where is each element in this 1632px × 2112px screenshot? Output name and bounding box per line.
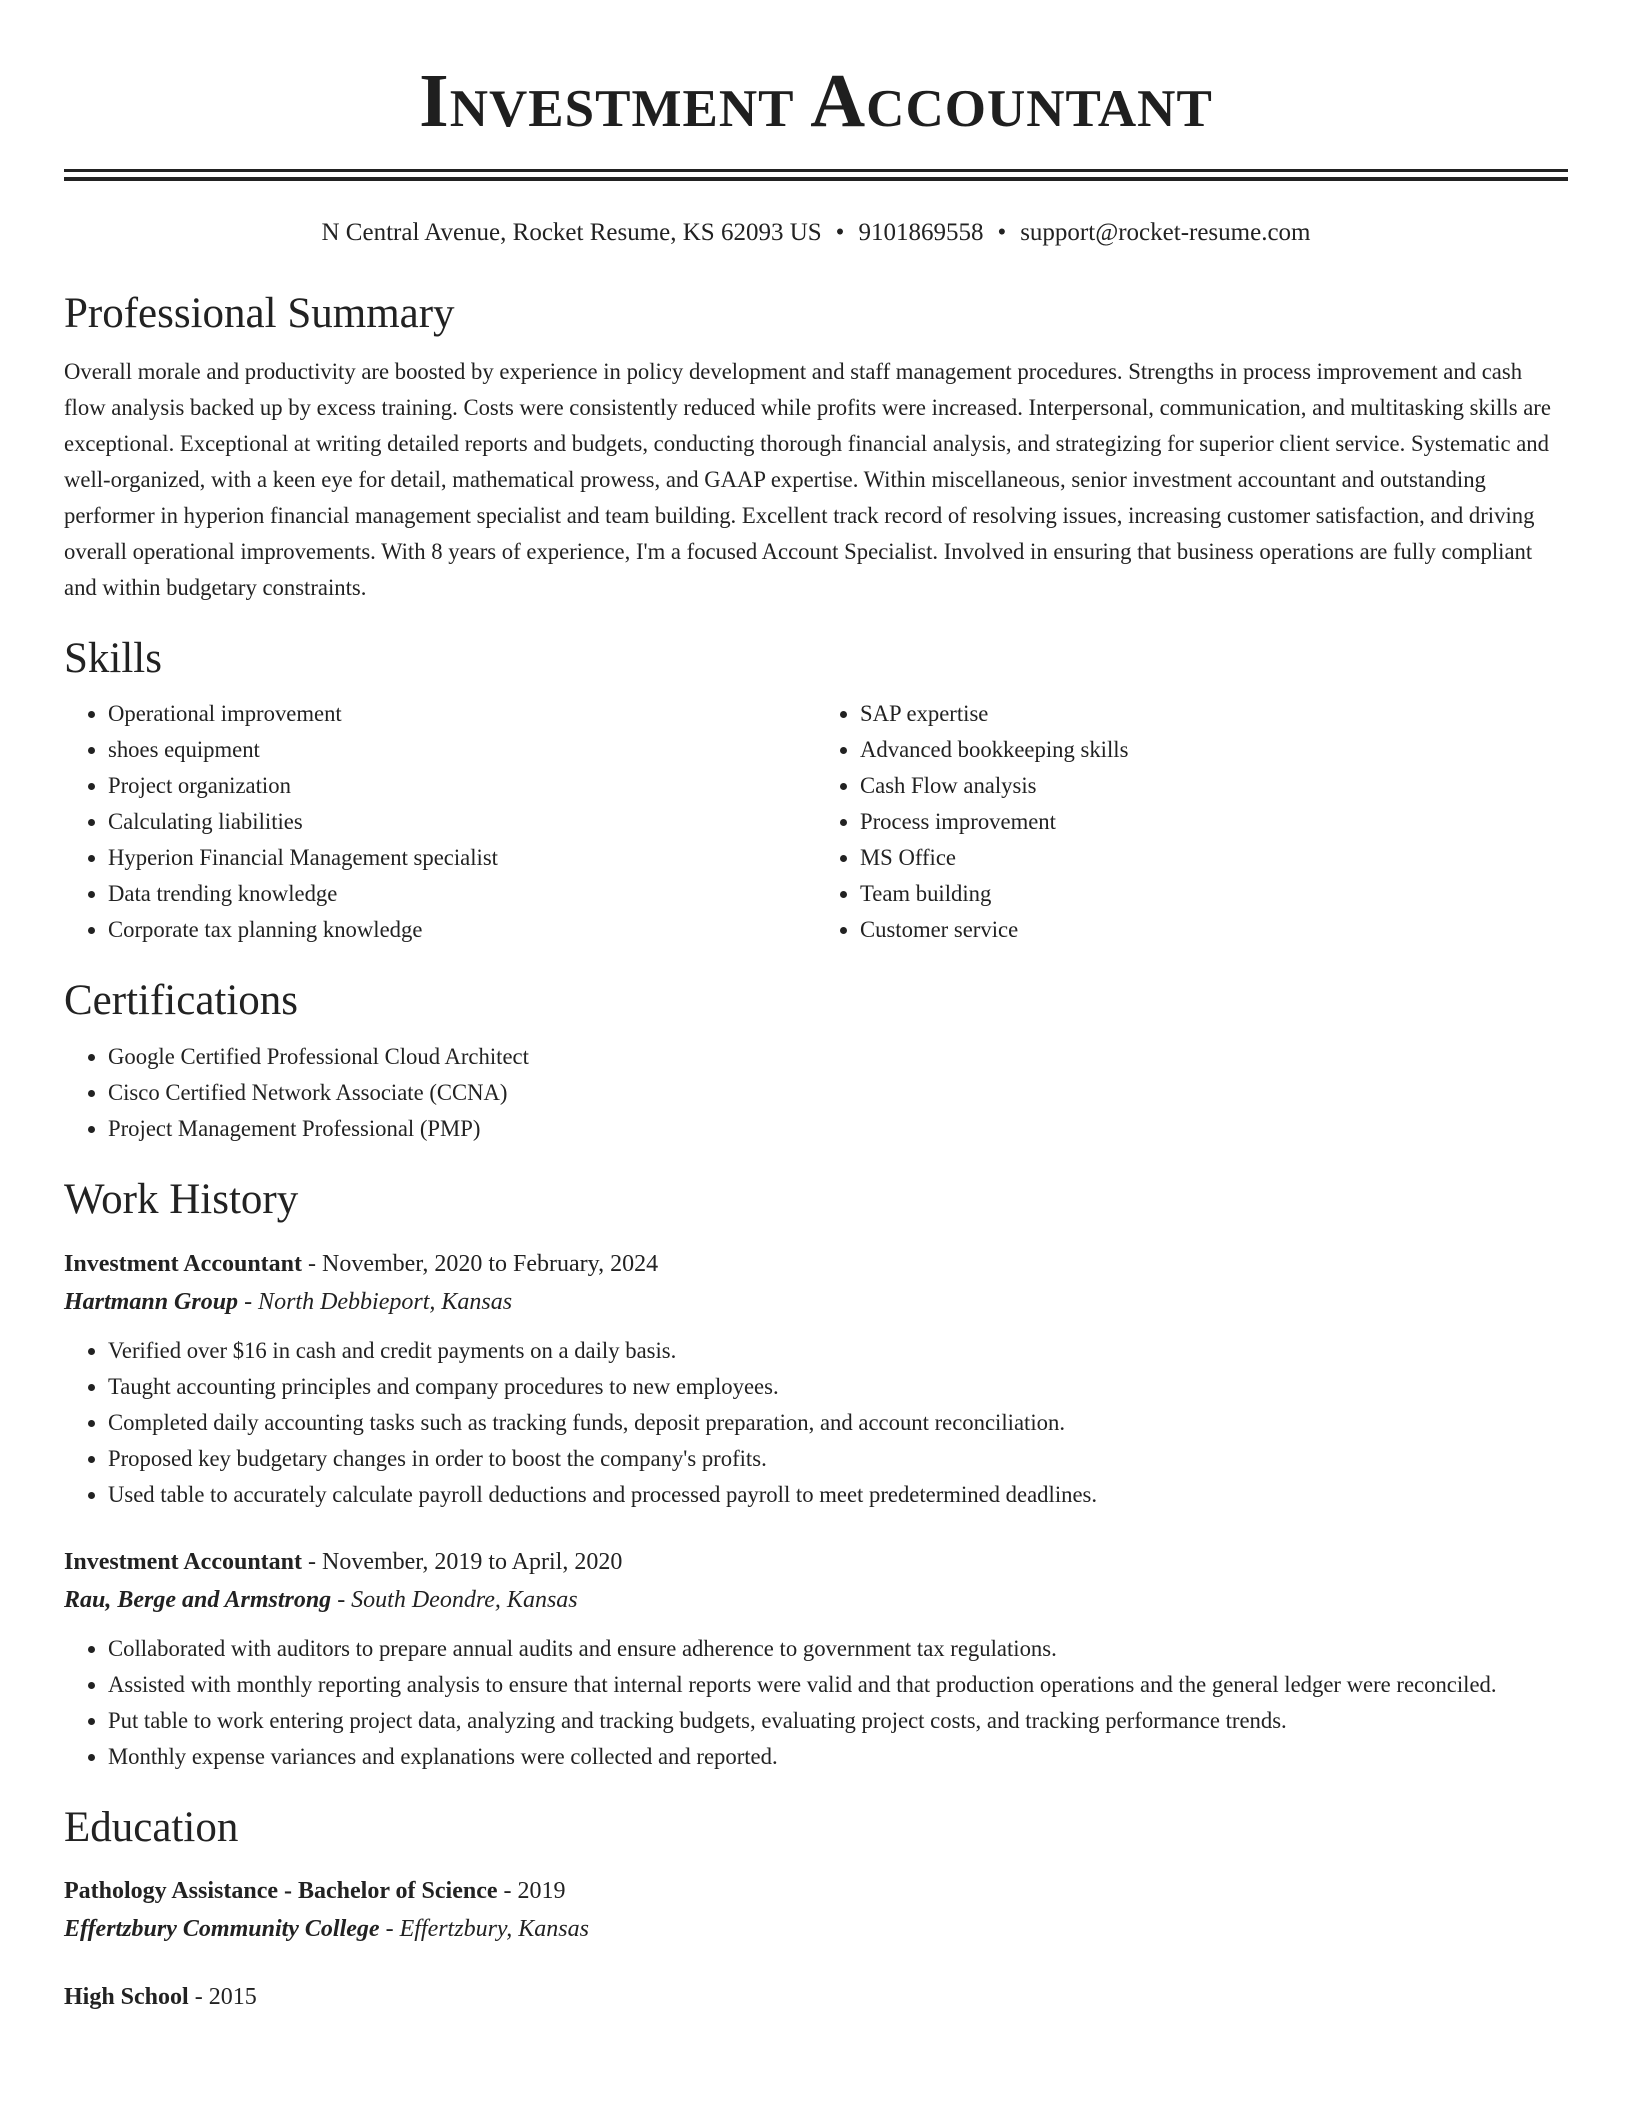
education-location: - Effertzbury, Kansas — [379, 1916, 589, 1943]
job-bullet: • Completed daily accounting tasks such as tracking funds, deposit preparation, and account reconciliation. — [108, 1405, 1568, 1441]
job-company: Hartmann Group — [64, 1288, 239, 1315]
education-degree: High School — [64, 1984, 189, 2011]
contact-separator: • — [835, 219, 845, 246]
title-rule-top — [64, 169, 1568, 172]
skill-item: • Calculating liabilities — [108, 804, 816, 840]
resume-title: Investment Accountant — [419, 59, 1213, 143]
job-bullet: • Put table to work entering project data, analyzing and tracking budgets, evaluating project costs, and tracking performance trends. — [108, 1703, 1568, 1739]
skill-item: • shoes equipment — [108, 732, 816, 768]
contact-separator: • — [997, 219, 1007, 246]
summary-text: Overall morale and productivity are boosted by experience in policy development and staff management procedures. Strengths in process improvement and cash flow analysis backed up by excess training. Costs were consistently reduced while profits were increased. Interpersonal, communication, and multitasking skills are exceptional. Exceptional at writing detailed reports and budgets, conducting thorough financial analysis, and strategizing for superior client service. Systematic and well-organized, with a keen eye for detail, mathematical prowess, and GAAP expertise. Within miscellaneous, senior investment accountant and outstanding performer in hyperion financial management specialist and team building. Excellent track record of resolving issues, increasing customer satisfaction, and driving overall operational improvements. With 8 years of experience, I'm a focused Account Specialist. Involved in ensuring that business operations are fully compliant and within budgetary constraints. — [64, 359, 1551, 601]
skill-item: • Corporate tax planning knowledge — [108, 912, 816, 948]
certification-item: • Cisco Certified Network Associate (CCNA) — [108, 1075, 1568, 1111]
job-bullet: • Verified over $16 in cash and credit payments on a daily basis. — [108, 1333, 1568, 1369]
skill-item: • Cash Flow analysis — [860, 768, 1568, 804]
education-degree: Pathology Assistance - Bachelor of Science — [64, 1878, 498, 1905]
skill-item: • Operational improvement — [108, 696, 816, 732]
education-heading: Education — [64, 1803, 239, 1851]
certifications-heading: Certifications — [64, 976, 299, 1024]
job-location: - North Debbieport, Kansas — [238, 1288, 513, 1315]
job-bullet: • Taught accounting principles and company procedures to new employees. — [108, 1369, 1568, 1405]
skill-item: • Data trending knowledge — [108, 876, 816, 912]
job-bullets — [64, 1631, 1568, 1775]
job-bullet: • Monthly expense variances and explanations were collected and reported. — [108, 1739, 1568, 1775]
education-school: Effertzbury Community College — [64, 1916, 380, 1943]
job-company-line — [64, 1283, 1568, 1321]
skill-item: • MS Office — [860, 840, 1568, 876]
job-title-line — [64, 1543, 1568, 1581]
job-bullet: • Collaborated with auditors to prepare annual audits and ensure adherence to government tax regulations. — [108, 1631, 1568, 1667]
skill-item: • Hyperion Financial Management specialist — [108, 840, 816, 876]
job-title: Investment Accountant — [64, 1548, 302, 1575]
contact-phone: 9101869558 — [858, 219, 984, 246]
contact-address: N Central Avenue, Rocket Resume, KS 62093 US — [321, 219, 822, 246]
job-bullet: • Assisted with monthly reporting analysis to ensure that internal reports were valid and that production operations and the general ledger were reconciled. — [108, 1667, 1568, 1703]
job-title: Investment Accountant — [64, 1250, 302, 1277]
education-degree-line — [64, 1978, 1568, 2016]
skills-heading: Skills — [64, 635, 162, 683]
job-company-line — [64, 1581, 1568, 1619]
job-bullets — [64, 1333, 1568, 1513]
skill-item: • Project organization — [108, 768, 816, 804]
certification-item: • Google Certified Professional Cloud Architect — [108, 1039, 1568, 1075]
job-title-line — [64, 1245, 1568, 1283]
contact-line — [64, 217, 1568, 249]
job-location: - South Deondre, Kansas — [331, 1586, 578, 1613]
job-dates: - November, 2020 to February, 2024 — [302, 1250, 659, 1277]
certification-item: • Project Management Professional (PMP) — [108, 1111, 1568, 1147]
job-company: Rau, Berge and Armstrong — [64, 1586, 332, 1613]
education-degree-line — [64, 1872, 1568, 1910]
education-year: - 2015 — [188, 1984, 257, 2011]
education-year: - 2019 — [497, 1878, 566, 1905]
skill-item: • Team building — [860, 876, 1568, 912]
skill-item: • SAP expertise — [860, 696, 1568, 732]
job-bullet: • Used table to accurately calculate payroll deductions and processed payroll to meet predetermined deadlines. — [108, 1477, 1568, 1513]
job-dates: - November, 2019 to April, 2020 — [302, 1548, 623, 1575]
skill-item: • Advanced bookkeeping skills — [860, 732, 1568, 768]
job-bullet: • Proposed key budgetary changes in order to boost the company's profits. — [108, 1441, 1568, 1477]
job-entry — [64, 1245, 1568, 1513]
skill-item: • Process improvement — [860, 804, 1568, 840]
skill-item: • Customer service — [860, 912, 1568, 948]
summary-heading: Professional Summary — [64, 290, 455, 337]
title-rule-bottom — [64, 177, 1568, 181]
skills-columns — [64, 696, 1568, 948]
education-school-line — [64, 1910, 1568, 1948]
skills-list-right — [816, 696, 1568, 948]
certifications-list — [64, 1039, 1568, 1147]
skills-list-left — [64, 696, 816, 948]
job-entry — [64, 1543, 1568, 1775]
contact-email: support@rocket-resume.com — [1020, 219, 1311, 246]
education-entry — [64, 1978, 1568, 2016]
education-entry — [64, 1872, 1568, 1948]
work-history-heading: Work History — [64, 1176, 299, 1224]
